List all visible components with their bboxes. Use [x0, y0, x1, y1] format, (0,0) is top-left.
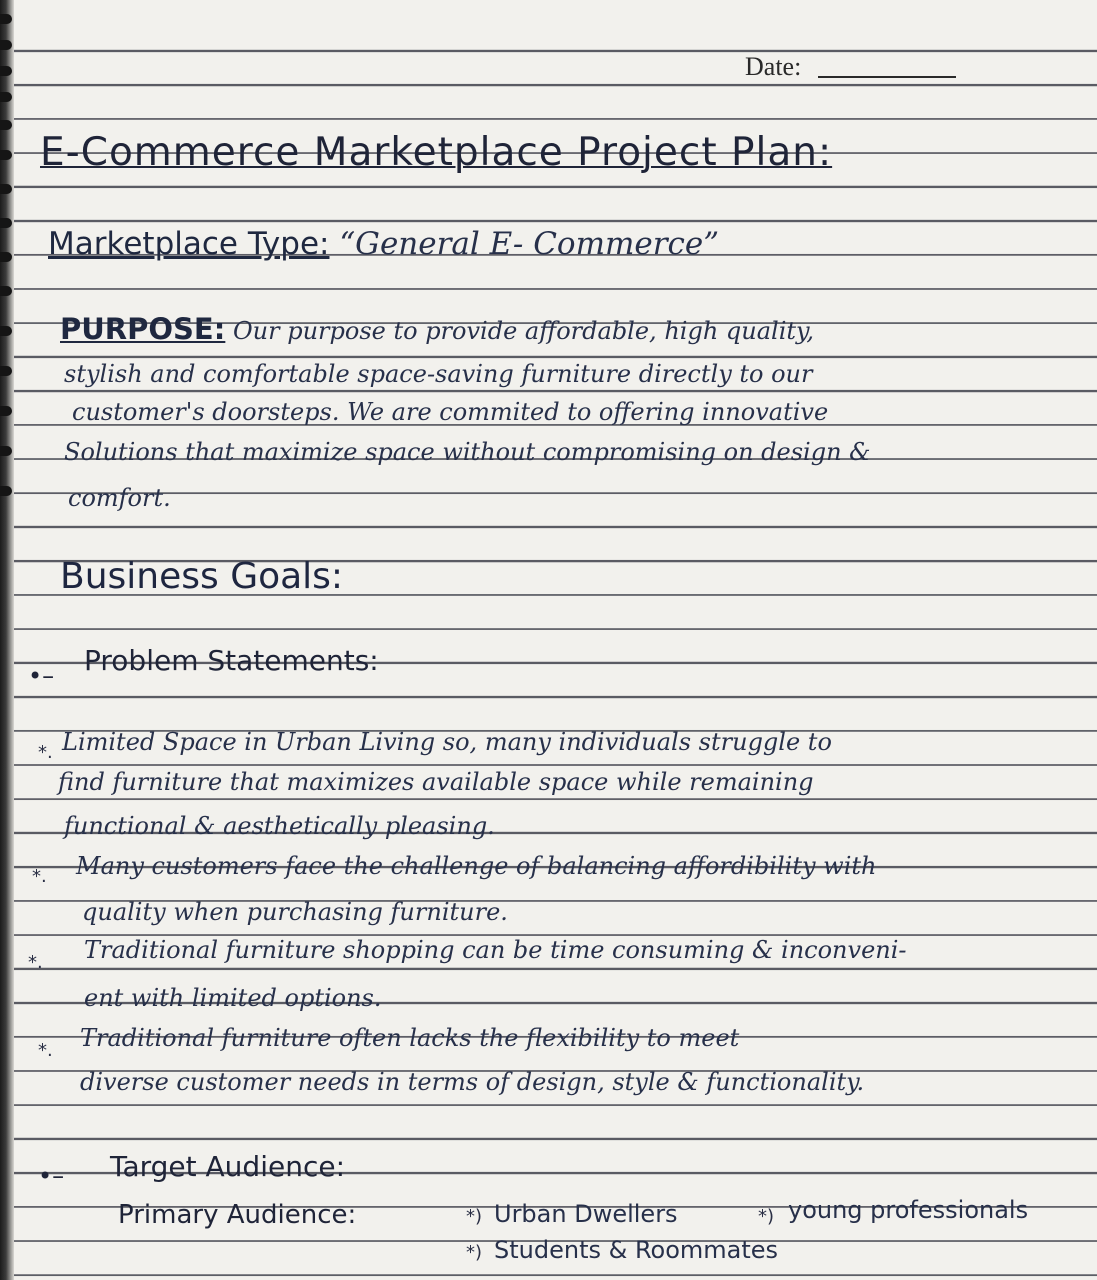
spiral-hole — [0, 40, 12, 50]
spiral-hole — [0, 286, 12, 296]
target-audience-heading: Target Audience: — [110, 1150, 346, 1183]
problem-2-line-2: quality when purchasing furniture. — [82, 898, 508, 926]
asterisk-bullet-icon: *) — [758, 1206, 775, 1227]
asterisk-bullet-icon: *) — [466, 1206, 483, 1227]
spiral-hole — [0, 66, 12, 76]
problem-2-line-1: Many customers face the challenge of balancing affordibility with — [76, 852, 877, 880]
spiral-hole — [0, 14, 12, 24]
purpose-line-4: Solutions that maximize space without compromising on design & — [64, 438, 871, 466]
spiral-hole — [0, 92, 12, 102]
purpose-label: PURPOSE: — [60, 312, 226, 346]
audience-item: Urban Dwellers — [494, 1200, 678, 1228]
problem-3-line-2: ent with limited options. — [84, 984, 382, 1012]
problem-4-line-2: diverse customer needs in terms of design, style & functionality. — [80, 1068, 865, 1096]
asterisk-bullet-icon: *. — [38, 1040, 53, 1061]
dash-bullet-icon: •– — [38, 1162, 65, 1190]
business-goals-heading: Business Goals: — [60, 556, 344, 597]
purpose-text: Our purpose to provide affordable, high quality, — [232, 317, 815, 345]
purpose-line-1 — [60, 312, 814, 346]
problem-statements-heading: Problem Statements: — [84, 644, 379, 677]
audience-item: Students & Roommates — [494, 1236, 779, 1264]
audience-item: young professionals — [788, 1196, 1029, 1224]
marketplace-type-value: “General E- Commerce” — [339, 226, 720, 262]
asterisk-bullet-icon: *. — [38, 742, 53, 763]
problem-1-line-2: find furniture that maximizes available space while remaining — [58, 768, 814, 796]
dash-bullet-icon: •– — [28, 662, 55, 690]
date-label: Date: — [745, 52, 802, 81]
spiral-hole — [0, 184, 12, 194]
purpose-line-2: stylish and comfortable space-saving furniture directly to our — [64, 360, 813, 388]
purpose-line-5: comfort. — [68, 484, 171, 512]
asterisk-bullet-icon: *. — [28, 952, 43, 973]
marketplace-type-label: Marketplace Type: — [48, 226, 330, 262]
problem-4-line-1: Traditional furniture often lacks the flexibility to meet — [80, 1024, 740, 1052]
spiral-hole — [0, 406, 12, 416]
spiral-hole — [0, 120, 12, 130]
spiral-hole — [0, 446, 12, 456]
spiral-hole — [0, 252, 12, 262]
problem-1-line-1: Limited Space in Urban Living so, many individuals struggle to — [62, 728, 832, 756]
problem-1-line-3: functional & aesthetically pleasing. — [64, 812, 495, 840]
spiral-hole — [0, 366, 12, 376]
spiral-hole — [0, 326, 12, 336]
spiral-hole — [0, 486, 12, 496]
date-line — [818, 76, 956, 78]
problem-3-line-1: Traditional furniture shopping can be time consuming & inconveni- — [84, 936, 907, 964]
asterisk-bullet-icon: *. — [32, 866, 47, 887]
marketplace-type — [48, 226, 719, 262]
spiral-hole — [0, 150, 12, 160]
primary-audience-label: Primary Audience: — [118, 1200, 357, 1230]
asterisk-bullet-icon: *) — [466, 1242, 483, 1263]
purpose-line-3: customer's doorsteps. We are commited to offering innovative — [72, 398, 829, 426]
spiral-hole — [0, 218, 12, 228]
page-title: E-Commerce Marketplace Project Plan: — [40, 130, 833, 175]
